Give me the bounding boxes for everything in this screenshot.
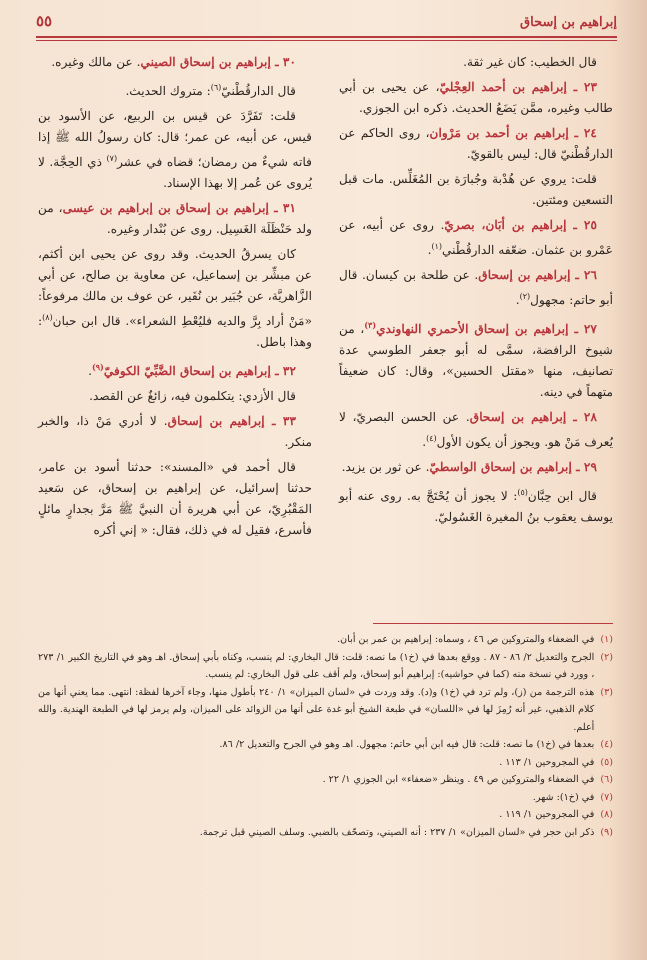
entry-paragraph	[339, 315, 613, 403]
entry-name: إبراهيم بن إسحاق الأحمري النهاوندي	[376, 322, 569, 337]
footnote-text: ذكر ابن حجر في «لسان الميزان» ١/ ٢٣٧ : أنه الصيني، وتصحّف بالضبي. وسلف الصيني قبل ترجمة.	[199, 826, 595, 838]
paragraph-text: قال الدارقُطْنيّ	[221, 84, 296, 99]
text-paragraph	[38, 386, 312, 407]
entry-number: ٢٣ ـ	[566, 80, 598, 94]
entry-name: إبراهيم بن إسحاق الضَّبِّيّ الكوفيّ	[103, 364, 271, 379]
paragraph-text: .	[88, 364, 92, 379]
footnote-number: (٦)	[600, 774, 613, 785]
entry-paragraph	[38, 411, 312, 453]
paragraph-text: . لا أدري مَنْ ذا، والخبر منكر.	[38, 414, 312, 450]
entry-name: إبراهيم بن إسحاق	[469, 410, 567, 425]
paragraph-tail: : لا يجوز أن يُحْتَجَّ به. روى عنه أبو يوسف يعقوب بنُ المغيرة الغَسُوليّ.	[339, 489, 613, 525]
footnote-text: في (خ١): شهر.	[532, 791, 595, 803]
paragraph-text: قال ابن حِبَّان	[527, 489, 597, 504]
footnote-ref: (٣)	[364, 320, 377, 331]
entry-paragraph	[339, 457, 613, 478]
entry-number: ٢٨ ـ	[566, 410, 597, 425]
paragraph-tail: : وهذا باطل.	[38, 314, 312, 350]
footnote-ref: (٨)	[42, 313, 53, 323]
footnote-item	[38, 754, 613, 772]
entry-number: ٣٠ ـ	[270, 55, 296, 69]
paragraph-text: . عن مالك وغيره.	[51, 55, 141, 69]
footnote-ref: (٧)	[106, 154, 118, 164]
entry-number: ٢٧ ـ	[568, 322, 597, 337]
entry-paragraph	[38, 198, 312, 240]
footnote-ref: (٦)	[210, 83, 222, 92]
footnote-ref: (٤)	[426, 434, 437, 444]
entry-paragraph	[38, 357, 312, 382]
paragraph-text: . عن طلحة بن كيسان. قال أبو حاتم: مجهول	[339, 268, 613, 308]
text-paragraph	[339, 52, 613, 73]
footnotes	[38, 631, 613, 841]
footnote-text: في الضعفاء والمتروكين ص ٤٦ ، وسماه: إبراهيم بن عمر بن أبان.	[337, 634, 595, 645]
footnote-number: (٣)	[600, 686, 613, 698]
footnote-text: هذه الترجمة من (ز)، ولم ترد في (خ١) و(د). وقد وردت في «لسان الميزان» ١/ ٢٤٠ بأطول منها، وجاء آخرها لفظة: انتهى. مما يعني أنها من كلام الذهبي، غير أنه رُمِزَ لها في «اللسان» في طبعة الشيخ أبو غدة على أنها من الزوائد على الميزان، ولم يرمز لها في الطبعة الهندية. والله أعلم.	[38, 686, 595, 733]
entry-paragraph	[339, 265, 613, 311]
footnote-number: (٢)	[600, 651, 613, 663]
paragraph-text: . روى عن أبيه، عن عَمْرو بن عثمان. ضعّفه الدارقُطْني	[339, 218, 613, 258]
paragraph-text: ، من ولد حَنْظَلَة الغَسِيل. روى عن بُنْدار وغيره.	[38, 201, 312, 237]
entry-name: إبراهيم بن أبَان، بصريّ	[444, 218, 567, 232]
paragraph-text: . عن الحسن البصريّ، لا يُعرف مَنْ هو. ويجوز أن يكون الأول	[339, 410, 613, 450]
paragraph-tail: .	[427, 243, 432, 258]
paragraph-text: ، من شيوخ الرافضة، سمَّى له أبو جعفر الطوسي عدة تصانيف، منها «مقتل الحسين»، وقال: كان ضعيفاً متهماً في دينه.	[339, 322, 613, 400]
entry-name: إبراهيم بن إسحاق	[167, 414, 265, 429]
paragraph-tail: : متروك الحديث.	[125, 84, 211, 99]
entry-name: إبراهيم بن إسحاق بن إبراهيم بن عيسى	[62, 201, 269, 216]
paragraph-text: قلت: تَفَرَّدَ عن قيس بن الربيع، عن الأسود بن قيس، عن أبيه، عن عمر؛ قال: كان رسولُ الله ﷺ إذا فاته شيءٌ من رمضان؛ قضاه في عشر	[38, 109, 312, 170]
entry-paragraph	[38, 52, 312, 73]
entry-number: ٢٥ ـ	[566, 218, 598, 232]
text-paragraph	[38, 77, 312, 102]
entry-name: إبراهيم بن إسحاق الصيني	[140, 55, 271, 69]
footnote-item	[38, 806, 613, 824]
text-paragraph	[339, 169, 613, 211]
entry-paragraph	[339, 123, 613, 165]
footnote-ref: (٥)	[517, 488, 528, 498]
footnote-text: في المجروحين ١/ ١١٩ .	[499, 809, 595, 820]
entry-paragraph	[339, 215, 613, 261]
footnote-item	[38, 684, 613, 737]
left-column	[38, 52, 312, 545]
paragraph-text: ، عن يحيى بن أبي طالب وغيره، ممَّن يَضَعُ الحديث. ذكره ابن الجوزي.	[339, 80, 613, 115]
header-rule	[36, 36, 617, 41]
footnote-text: بعدها في (خ١) ما نصه: قلت: قال فيه ابن أبي حاتم: مجهول. اهـ وهو في الجرح والتعديل ٢/ ٨٦.	[219, 739, 595, 750]
footnote-number: (٤)	[600, 739, 613, 750]
footnote-separator	[373, 623, 613, 624]
entry-number: ٢٩ ـ	[571, 460, 597, 475]
paragraph-tail: .	[515, 293, 520, 308]
paragraph-text: كان يسرقُ الحديث. وقد روى عن يحيى ابن أكثم، عن مبشِّر بن إسماعيل، عن معاوية بن صالح، عن أبي الزَّاهريَّة، عن جُبَير بن نُفَير، عن عوف بن مالك مرفوعاً: «مَنْ أراد بِرَّ والديه فليُعْطِ الشعراء». قال ابن حبان	[38, 247, 312, 329]
footnote-item	[38, 649, 613, 684]
paragraph-text: قال أحمد في «المسند»: حدثنا أسود بن عامر، حدثنا إسرائيل، عن إبراهيم بن إسحاق، عن سَعيد المَقْبُرِيّ، عن أبي هريرة أن النبيَّ ﷺ مَرَّ بجدارٍ مائلٍ فأسرع، فقيل له في ذلك، فقال: « إني أكره	[38, 460, 312, 538]
paragraph-text: قال الخطيب: كان غير ثقة.	[463, 55, 597, 69]
entry-number: ٢٦ ـ	[570, 268, 597, 283]
footnote-number: (٧)	[600, 791, 613, 803]
footnote-number: (٥)	[600, 756, 613, 768]
right-column	[339, 52, 613, 532]
entry-number: ٣١ ـ	[268, 201, 296, 216]
footnote-text: في الضعفاء والمتروكين ص ٤٩ . وينظر «ضعفاء» ابن الجوزي ١/ ٢٢ .	[322, 774, 595, 785]
text-paragraph	[38, 457, 312, 541]
footnote-ref: (١)	[431, 242, 443, 251]
footnote-ref: (٢)	[519, 292, 531, 302]
entry-name: إبراهيم بن أحمد العِجْليّ	[439, 80, 567, 94]
paragraph-tail: .	[422, 435, 427, 450]
footnote-item	[38, 824, 613, 842]
paragraph-text: قال الأزدي: يتكلمون فيه، زائغٌ عن القصد.	[89, 389, 296, 404]
footnote-item	[38, 736, 613, 754]
text-paragraph	[38, 244, 312, 353]
footnote-item	[38, 789, 613, 807]
paragraph-text: . عن ثور بن يزيد.	[341, 460, 430, 475]
footnote-text: الجرح والتعديل ٢/ ٨٦ - ٨٧ . ووقع بعدها في (خ١) ما نصه: قلت: قال البخاري: لم ينسب، وكناه بأبي إسحاق. اهـ وهو في التاريخ الكبير ١/ ٢٧٣ ، وورد في نسخة منه (كما في حواشيه): إبراهيم أبو إسحاق، ولم أقف على قول البخاري: لم ينسب.	[38, 651, 595, 680]
footnote-text: في المجروحين ١/ ١١٣ .	[499, 756, 595, 768]
paragraph-text: قلت: يروي عن هُدْبة وجُبارَة بن المُغَلِّس. مات قبل التسعين ومئتين.	[339, 172, 613, 207]
footnote-number: (٨)	[600, 809, 613, 820]
entry-name: إبراهيم بن إسحاق	[478, 268, 571, 283]
footnote-number: (٩)	[600, 826, 613, 838]
running-title: إبراهيم بن إسحاق	[520, 15, 617, 30]
paragraph-tail: ذي الحِجَّة. لا يُروى عن عُمر إلا بهذا الإسناد.	[38, 155, 312, 191]
text-paragraph	[38, 106, 312, 194]
running-header	[36, 4, 617, 30]
page-number: ٥٥	[36, 12, 53, 30]
entry-number: ٣٢ ـ	[270, 364, 296, 379]
entry-number: ٣٣ ـ	[264, 414, 296, 429]
entry-number: ٢٤ ـ	[568, 126, 597, 140]
paragraph-text: ، روى الحاكم عن الدارقُطْنيّ قال: ليس بالقويّ.	[339, 126, 613, 161]
entry-name: إبراهيم بن إسحاق الواسطيّ	[429, 460, 572, 475]
footnote-ref: (٩)	[91, 362, 104, 373]
entry-name: إبراهيم بن أحمد بن مَرْوان	[429, 126, 569, 140]
footnote-item	[38, 631, 613, 649]
footnote-number: (١)	[600, 634, 613, 645]
text-paragraph	[339, 482, 613, 528]
entry-paragraph	[339, 77, 613, 119]
entry-paragraph	[339, 407, 613, 453]
footnote-item	[38, 771, 613, 789]
